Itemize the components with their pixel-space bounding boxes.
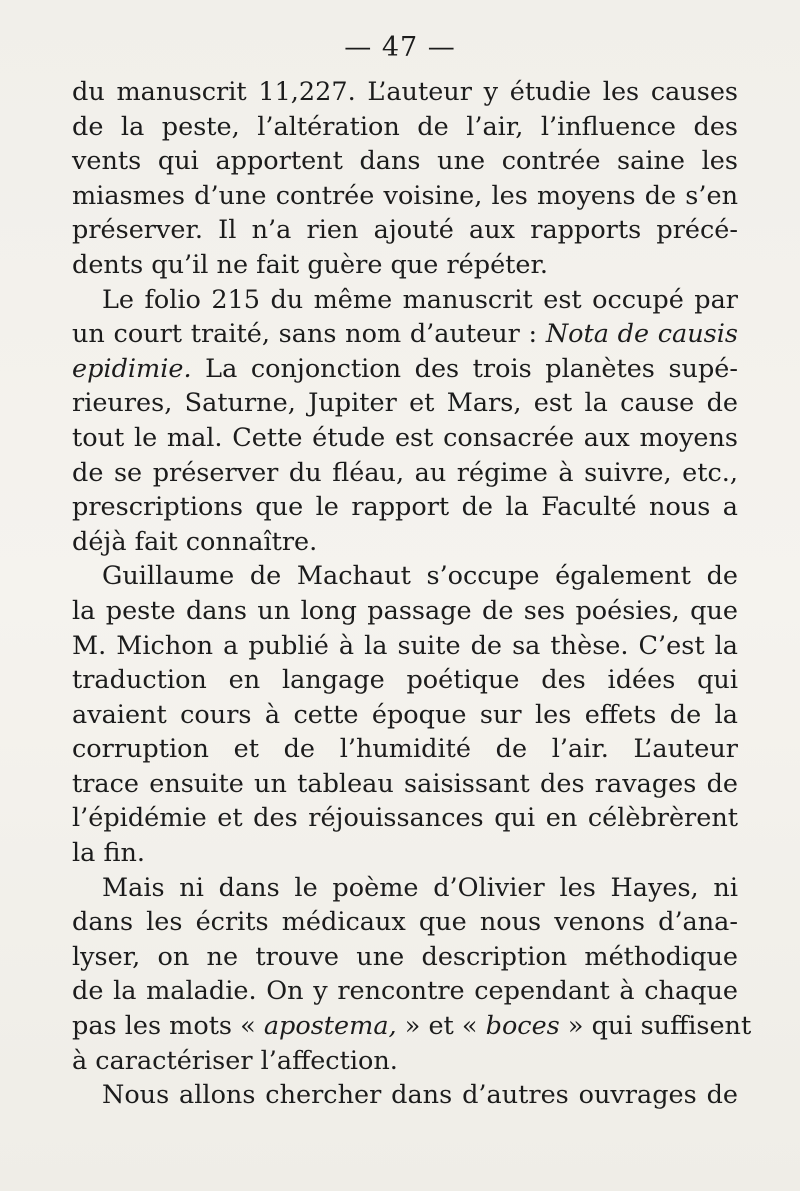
text-line: dents qu’il ne fait guère que répéter. (72, 249, 549, 280)
text-line: prescriptions que le rapport de la Faculté nous a (72, 492, 738, 523)
text-line: Nous allons chercher dans d’autres ouvrages de (102, 1080, 738, 1111)
text-line: tout le mal. Cette étude est consacrée aux moyens (72, 422, 738, 453)
text-line: à caractériser l’affection. (72, 1045, 398, 1076)
italic-term: boces (485, 1011, 560, 1042)
text-line: M. Michon a publié à la suite de sa thèse. C’est la (72, 630, 738, 661)
text-line: lyser, on ne trouve une description méthodique (72, 941, 738, 972)
italic-title: epidimie. (72, 353, 192, 384)
text-segment: La conjonction des trois planètes supé- (205, 353, 738, 384)
text-line-mixed (72, 317, 738, 352)
text-line: la fin. (72, 838, 146, 869)
text-line: rieures, Saturne, Jupiter et Mars, est la cause de (72, 388, 738, 419)
text-line: miasmes d’une contrée voisine, les moyens de s’en (72, 180, 738, 211)
page-number: — 47 — (344, 32, 456, 63)
text-line: déjà fait connaître. (72, 526, 318, 557)
text-line: préserver. Il n’a rien ajouté aux rapports précé- (72, 215, 738, 246)
text-segment: » et « (404, 1011, 478, 1042)
text-line: corruption et de l’humidité de l’air. L’auteur (72, 734, 738, 765)
italic-title: Nota de causis (545, 319, 738, 350)
text-line: de la maladie. On y rencontre cependant à chaque (72, 976, 738, 1007)
paragraph-3 (72, 559, 738, 870)
text-line-mixed (72, 1009, 752, 1044)
italic-term: apostema, (263, 1011, 397, 1042)
text-line: dans les écrits médicaux que nous venons d’ana- (72, 907, 738, 938)
body-text (72, 75, 752, 1113)
text-line: Mais ni dans le poème d’Olivier les Hayes, ni (102, 872, 738, 903)
text-segment: pas les mots « (72, 1011, 256, 1042)
text-line: traduction en langage poétique des idées qui (72, 665, 738, 696)
text-line: la peste dans un long passage de ses poésies, que (72, 595, 738, 626)
text-line: du manuscrit 11,227. L’auteur y étudie les causes (72, 77, 738, 107)
text-line: de la peste, l’altération de l’air, l’influence des (72, 111, 738, 142)
paragraph-5 (72, 1078, 738, 1113)
paragraph-1 (72, 75, 738, 283)
text-line: l’épidémie et des réjouissances qui en célèbrèrent (72, 803, 738, 834)
text-line: de se préserver du fléau, au régime à suivre, etc., (72, 457, 738, 488)
text-line: vents qui apportent dans une contrée saine les (72, 146, 738, 177)
text-segment: » qui suffisent (567, 1011, 752, 1042)
text-line: Guillaume de Machaut s’occupe également de (102, 561, 738, 592)
text-line: avaient cours à cette époque sur les effets de la (72, 699, 738, 730)
text-segment: un court traité, sans nom d’auteur : (72, 319, 538, 350)
text-line-mixed (72, 352, 738, 387)
paragraph-2 (72, 283, 738, 560)
paragraph-4 (72, 871, 752, 1079)
text-line: trace ensuite un tableau saisissant des ravages de (72, 768, 738, 799)
text-line: Le folio 215 du même manuscrit est occupé par (102, 284, 738, 315)
